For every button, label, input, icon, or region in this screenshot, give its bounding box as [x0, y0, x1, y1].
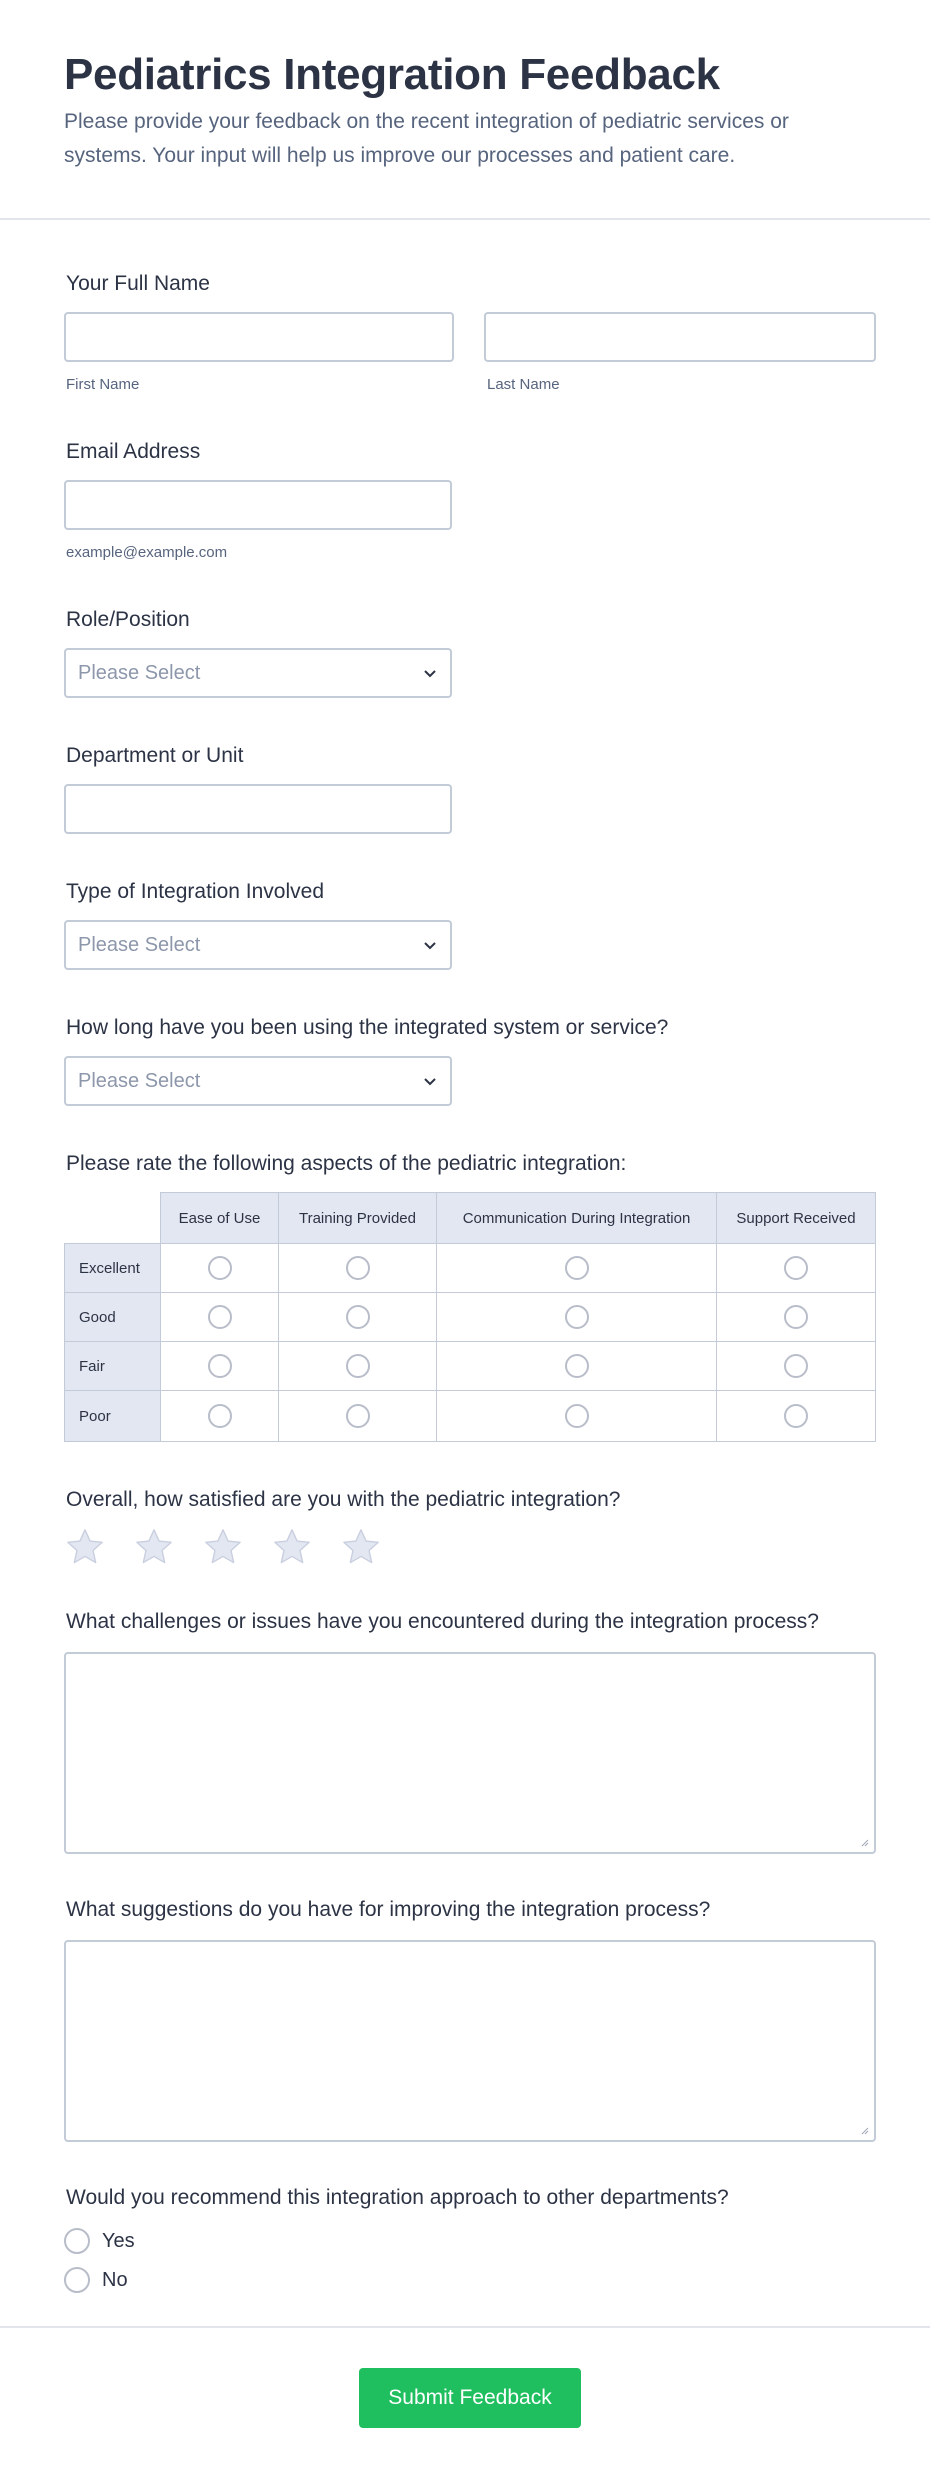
matrix-column-header: Support Received	[716, 1192, 876, 1244]
star-icon[interactable]	[340, 1526, 382, 1568]
email-label: Email Address	[66, 440, 201, 463]
matrix-row-label: Poor	[64, 1390, 162, 1442]
integration-type-label: Type of Integration Involved	[66, 880, 324, 903]
matrix-radio[interactable]	[208, 1404, 232, 1428]
resize-grip-icon[interactable]	[859, 2125, 869, 2135]
radio-button[interactable]	[64, 2228, 90, 2254]
matrix-cell	[716, 1292, 876, 1342]
matrix-radio[interactable]	[784, 1354, 808, 1378]
matrix-cell	[278, 1341, 437, 1391]
first-name-input[interactable]	[64, 312, 454, 362]
challenges-label: What challenges or issues have you encountered during the integration process?	[66, 1610, 819, 1633]
last-name-input[interactable]	[484, 312, 876, 362]
radio-label: Yes	[102, 2229, 135, 2252]
role-select[interactable]	[64, 648, 452, 698]
matrix-cell	[160, 1292, 279, 1342]
matrix-row-label: Fair	[64, 1341, 162, 1391]
resize-grip-icon[interactable]	[859, 1837, 869, 1847]
matrix-cell	[160, 1341, 279, 1391]
first-name-sublabel: First Name	[66, 376, 140, 393]
matrix-radio[interactable]	[346, 1404, 370, 1428]
integration-type-select[interactable]	[64, 920, 452, 970]
matrix-radio[interactable]	[784, 1256, 808, 1280]
page-title: Pediatrics Integration Feedback	[64, 50, 720, 99]
matrix-column-header: Ease of Use	[160, 1192, 279, 1244]
matrix-cell	[160, 1390, 279, 1442]
recommend-option-no[interactable]	[64, 2267, 128, 2293]
email-sublabel: example@example.com	[66, 544, 228, 561]
chevron-down-icon	[422, 1073, 438, 1089]
chevron-down-icon	[422, 665, 438, 681]
matrix-cell	[436, 1292, 717, 1342]
recommend-option-yes[interactable]	[64, 2228, 135, 2254]
matrix-cell	[436, 1243, 717, 1293]
matrix-radio[interactable]	[565, 1256, 589, 1280]
email-input[interactable]	[64, 480, 452, 530]
matrix-radio[interactable]	[346, 1305, 370, 1329]
recommend-label: Would you recommend this integration approach to other departments?	[66, 2186, 729, 2209]
matrix-radio[interactable]	[208, 1305, 232, 1329]
matrix-row-label: Excellent	[64, 1243, 162, 1293]
suggestions-textarea[interactable]	[64, 1940, 876, 2142]
star-icon[interactable]	[133, 1526, 175, 1568]
star-icon[interactable]	[64, 1526, 106, 1568]
suggestions-label: What suggestions do you have for improving the integration process?	[66, 1898, 711, 1921]
matrix-column-header: Training Provided	[278, 1192, 437, 1244]
chevron-down-icon	[422, 937, 438, 953]
matrix-radio[interactable]	[565, 1354, 589, 1378]
form-header	[0, 0, 930, 220]
last-name-sublabel: Last Name	[487, 376, 560, 393]
radio-button[interactable]	[64, 2267, 90, 2293]
matrix-cell	[716, 1243, 876, 1293]
matrix-column-header: Communication During Integration	[436, 1192, 717, 1244]
department-label: Department or Unit	[66, 744, 244, 767]
radio-label: No	[102, 2268, 128, 2291]
department-input[interactable]	[64, 784, 452, 834]
star-rating	[64, 1526, 409, 1568]
matrix-radio[interactable]	[346, 1256, 370, 1280]
matrix-radio[interactable]	[565, 1404, 589, 1428]
matrix-cell	[160, 1243, 279, 1293]
matrix-cell	[278, 1292, 437, 1342]
rating-matrix-label: Please rate the following aspects of the pediatric integration:	[66, 1152, 627, 1175]
matrix-row-label: Good	[64, 1292, 162, 1342]
rating-matrix	[64, 1192, 876, 1442]
matrix-radio[interactable]	[784, 1305, 808, 1329]
integration-type-select-value: Please Select	[78, 934, 201, 956]
duration-label: How long have you been using the integrated system or service?	[66, 1016, 669, 1039]
challenges-textarea[interactable]	[64, 1652, 876, 1854]
duration-select-value: Please Select	[78, 1070, 201, 1092]
duration-select[interactable]	[64, 1056, 452, 1106]
form-footer	[0, 2326, 930, 2476]
matrix-radio[interactable]	[208, 1256, 232, 1280]
page-subtitle: Please provide your feedback on the recent integration of pediatric services or systems. Your input will help us improve our processes and patient care.	[64, 110, 789, 167]
role-select-value: Please Select	[78, 662, 201, 684]
matrix-cell	[278, 1243, 437, 1293]
full-name-label: Your Full Name	[66, 272, 210, 295]
star-icon[interactable]	[271, 1526, 313, 1568]
matrix-cell	[436, 1390, 717, 1442]
role-label: Role/Position	[66, 608, 190, 631]
submit-button[interactable]: Submit Feedback	[359, 2368, 581, 2428]
matrix-cell	[716, 1390, 876, 1442]
matrix-cell	[716, 1341, 876, 1391]
matrix-cell	[278, 1390, 437, 1442]
matrix-radio[interactable]	[784, 1404, 808, 1428]
matrix-cell	[436, 1341, 717, 1391]
matrix-radio[interactable]	[346, 1354, 370, 1378]
matrix-radio[interactable]	[208, 1354, 232, 1378]
satisfaction-label: Overall, how satisfied are you with the pediatric integration?	[66, 1488, 621, 1511]
star-icon[interactable]	[202, 1526, 244, 1568]
matrix-radio[interactable]	[565, 1305, 589, 1329]
